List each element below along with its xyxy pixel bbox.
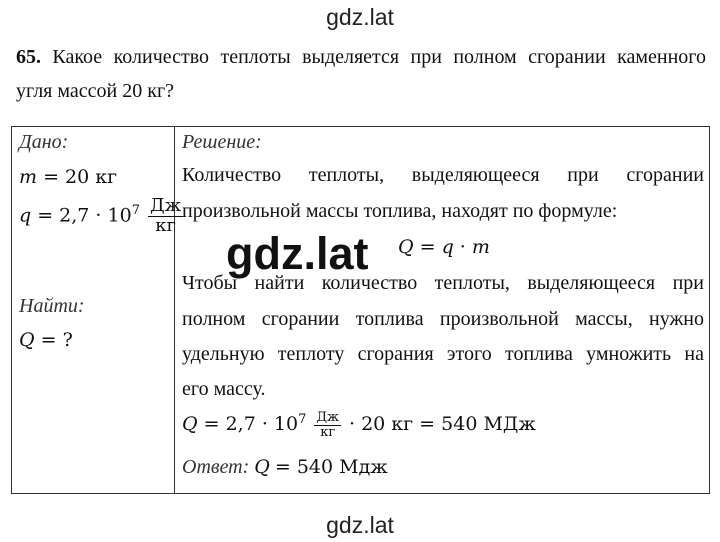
formula-dot: · <box>453 236 472 258</box>
problem-text-1: Какое количество теплоты выделяется при полном сгорании каменного <box>52 46 707 68</box>
answer-Q: Q <box>254 456 270 478</box>
watermark-bottom: gdz.lat <box>326 512 394 538</box>
answer-label: Ответ: <box>182 456 250 478</box>
solution-p2-line2: полном сгорании топлива произвольной массы, нужно <box>182 308 704 330</box>
calc-unit-fraction <box>314 411 341 439</box>
find-target <box>19 329 73 351</box>
given-header: Дано: <box>19 131 69 153</box>
formula-eq: = <box>419 236 442 258</box>
watermark-overlay: gdz.lat <box>226 228 369 279</box>
mass-value: = 20 кг <box>43 166 118 188</box>
q-unit-den: кг <box>155 214 176 236</box>
table-divider <box>174 127 175 493</box>
q-unit-fraction <box>148 197 183 236</box>
solution-table <box>11 126 710 494</box>
solution-p1-line1: Количество теплоты, выделяющееся при сгорании <box>182 164 704 186</box>
calc-part2: · 20 кг = 540 МДж <box>349 413 536 436</box>
calc-exponent: 7 <box>298 411 307 427</box>
q-unit-num: Дж <box>150 195 182 216</box>
solution-p2-line4: его массу. <box>182 378 266 400</box>
problem-number: 65. <box>16 46 41 68</box>
solution-p2-line1: Чтобы найти количество теплоты, выделяющееся при <box>182 272 704 294</box>
solution-p1-line2: произвольной массы топлива, находят по формуле: <box>182 200 618 222</box>
find-value: = ? <box>40 329 73 351</box>
answer <box>182 456 388 479</box>
solution-header: Решение: <box>182 131 262 153</box>
q-value: = 2,7 · 10 <box>37 204 132 227</box>
formula-m: m <box>471 236 490 258</box>
q-exponent: 7 <box>131 203 140 219</box>
watermark-top: gdz.lat <box>326 4 394 30</box>
solution-p2-line3: удельную теплоту сгорания этого топлива умножить на <box>182 343 704 365</box>
calc-Q: Q <box>182 413 198 436</box>
calc-unit-num: Дж <box>316 410 339 425</box>
problem-line-1 <box>16 40 706 74</box>
formula-Q: Q <box>398 236 414 258</box>
problem-text-2: угля массой 20 кг? <box>16 80 175 102</box>
calc-unit-den: кг <box>320 424 336 440</box>
calculation <box>182 411 536 439</box>
find-header: Найти: <box>19 295 85 317</box>
q-symbol: q <box>19 204 32 227</box>
formula-q: q <box>441 236 454 258</box>
mass-symbol: m <box>19 166 38 188</box>
problem-statement <box>16 40 706 108</box>
given-specific-heat <box>19 197 185 236</box>
find-symbol: Q <box>19 329 35 351</box>
answer-value: = 540 Мдж <box>274 456 388 478</box>
calc-part1: = 2,7 · 10 <box>203 413 299 436</box>
given-mass <box>19 166 117 188</box>
formula <box>398 236 490 258</box>
